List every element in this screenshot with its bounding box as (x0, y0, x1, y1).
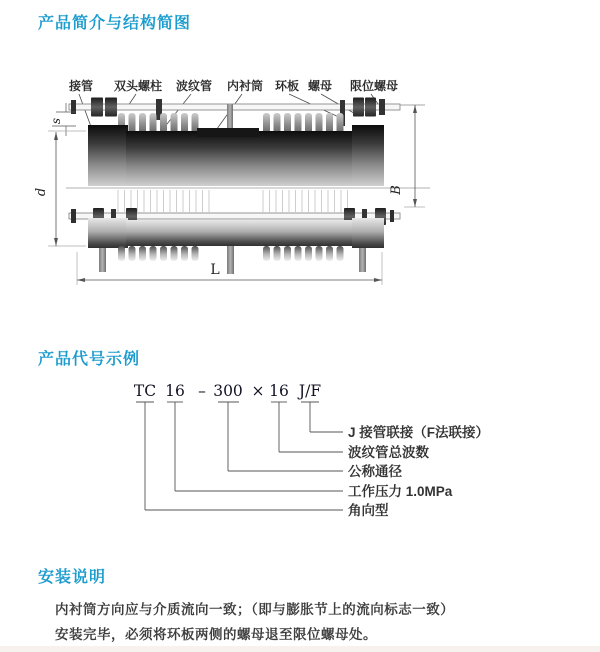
code-segment-multiply: × (251, 382, 265, 400)
callout-connection-type: J 接管联接（F法联接） (348, 425, 490, 440)
callout-total-waves: 波纹管总波数 (348, 445, 429, 460)
code-segment-type: TC (133, 382, 157, 400)
section-title-installation: 安装说明 (38, 569, 107, 586)
installation-instructions (55, 597, 555, 647)
code-segment-dash: – (198, 382, 206, 400)
section-title-product-intro: 产品简介与结构简图 (38, 15, 192, 32)
part-label-ring-plate: 环板 (274, 79, 300, 93)
code-segment-waves: 16 (269, 382, 289, 400)
callout-angular-type: 角向型 (348, 503, 389, 518)
dim-label-d: d (34, 187, 49, 197)
code-connector-lines (136, 402, 343, 510)
dim-label-s: s (49, 117, 63, 125)
part-label-bellows: 波纹管 (175, 79, 213, 93)
section-title-product-code: 产品代号示例 (38, 351, 141, 368)
callout-working-pressure: 工作压力 1.0MPa (348, 484, 453, 499)
code-segment-connection: J/F (298, 382, 322, 400)
installation-line-1: 内衬筒方向应与介质流向一致；（即与膨胀节上的流向标志一致） (55, 602, 455, 617)
part-label-inner-liner: 内衬筒 (226, 79, 264, 93)
callout-nominal-diameter: 公称通径 (348, 464, 402, 479)
dim-label-B: B (389, 185, 404, 195)
code-segment-pressure: 16 (165, 382, 185, 400)
part-label-connecting-pipe: 接管 (68, 79, 94, 93)
page-bottom-edge (0, 646, 600, 652)
code-segment-diameter: 300 (213, 382, 243, 400)
installation-line-2: 安装完毕，必须将环板两侧的螺母退至限位螺母处。 (55, 627, 377, 642)
part-label-double-end-stud: 双头螺柱 (113, 79, 163, 93)
part-label-nut: 螺母 (307, 79, 333, 93)
part-label-limit-nut: 限位螺母 (349, 79, 399, 93)
dim-label-L: L (210, 262, 220, 278)
